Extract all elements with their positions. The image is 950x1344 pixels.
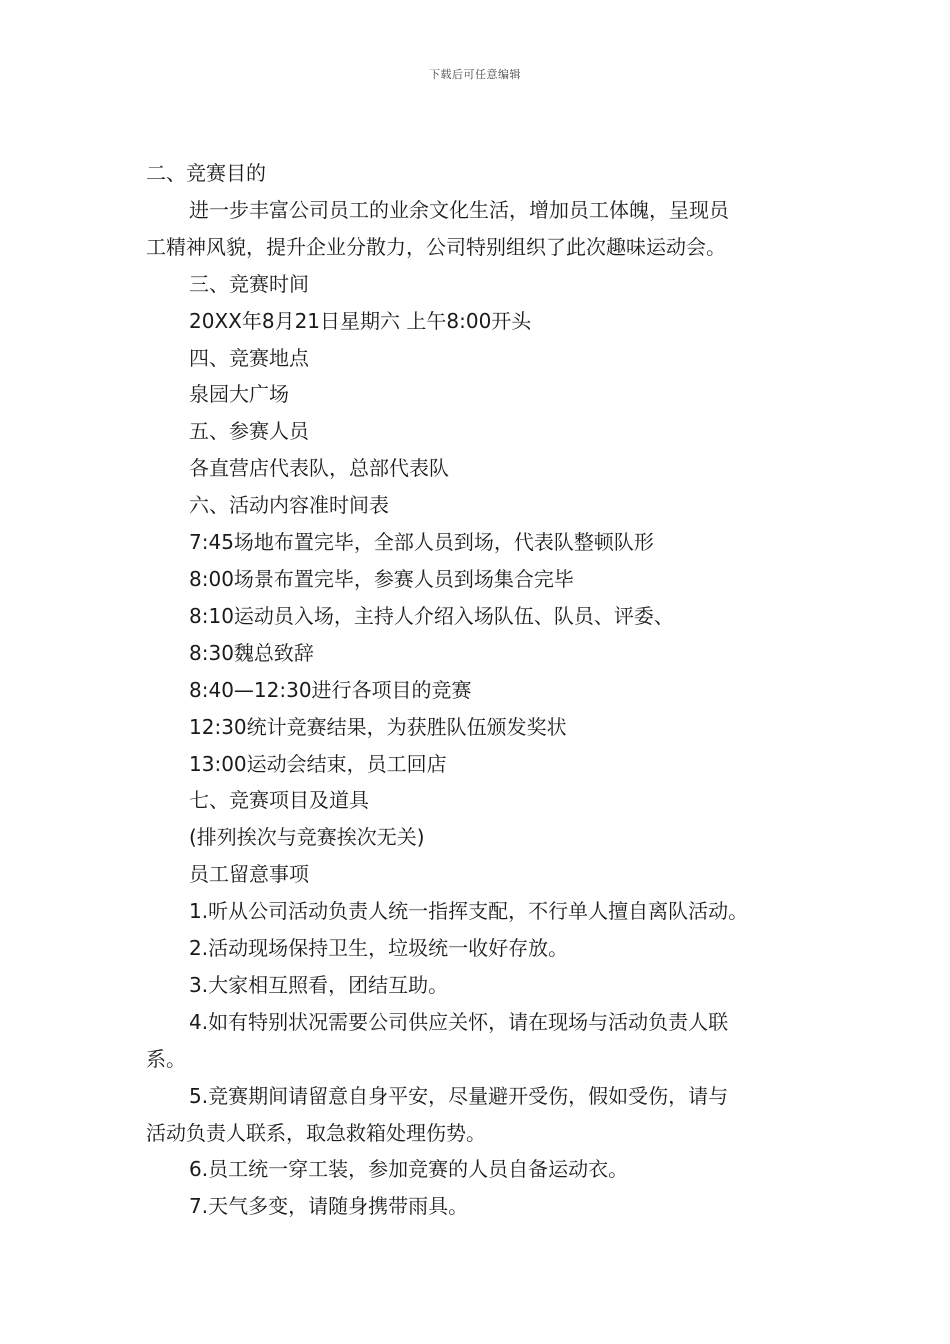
section-title-goal: 二、竞赛目的	[146, 161, 266, 185]
section-title-time: 三、竞赛时间	[189, 271, 309, 296]
section-title-location: 四、竞赛地点	[189, 345, 309, 370]
section-participants-text: 各直营店代表队，总部代表队	[189, 456, 449, 481]
section-title-participants: 五、参赛人员	[189, 419, 309, 444]
goal-paragraph-line-1: 进一步丰富公司员工的业余文化生活，增加员工体魄，呈现员	[189, 197, 729, 222]
section-events-note: (排列挨次与竞赛挨次无关)	[189, 825, 425, 850]
page-header: 下载后可任意编辑	[429, 68, 521, 81]
goal-paragraph-line-2: 工精神风貌，提升企业分散力，公司特别组织了此次趣味运动会。	[146, 234, 726, 259]
note-item-4	[146, 1004, 811, 1078]
note-item-7: 7.天气多变，请随身携带雨具。	[189, 1194, 469, 1219]
schedule-item: 8:00场景布置完毕，参赛人员到场集合完毕	[189, 566, 574, 591]
note-item-3: 3.大家相互照看，团结互助。	[189, 972, 449, 997]
note-4-line-2: 系。	[146, 1046, 186, 1071]
note-item-5	[146, 1078, 811, 1152]
schedule-item: 8:30魏总致辞	[189, 640, 314, 665]
schedule-item: 12:30统计竞赛结果，为获胜队伍颁发奖状	[189, 714, 567, 739]
note-item-6: 6.员工统一穿工装，参加竞赛的人员自备运动衣。	[189, 1157, 629, 1182]
note-item-1: 1.听从公司活动负责人统一指挥支配，不行单人擅自离队活动。	[189, 899, 749, 924]
note-4-line-1: 4.如有特别状况需要公司供应关怀，请在现场与活动负责人联	[189, 1009, 729, 1034]
notes-title: 员工留意事项	[189, 862, 309, 887]
section-location-text: 泉园大广场	[189, 382, 289, 407]
note-5-line-2: 活动负责人联系，取急救箱处理伤势。	[146, 1120, 486, 1145]
schedule-item: 13:00运动会结束，员工回店	[189, 751, 447, 776]
document-body	[146, 155, 811, 1225]
section-time-text: 20XX年8月21日星期六 上午8:00开头	[189, 308, 532, 333]
schedule-item: 8:40—12:30进行各项目的竞赛	[189, 677, 472, 702]
schedule-item: 8:10运动员入场，主持人介绍入场队伍、队员、评委、	[189, 603, 674, 628]
section-goal-paragraph	[146, 192, 811, 266]
note-5-line-1: 5.竞赛期间请留意自身平安，尽量避开受伤，假如受伤，请与	[189, 1083, 729, 1108]
schedule-item: 7:45场地布置完毕，全部人员到场，代表队整顿队形	[189, 530, 654, 555]
note-item-2: 2.活动现场保持卫生，垃圾统一收好存放。	[189, 936, 569, 961]
section-title-schedule: 六、活动内容准时间表	[189, 493, 389, 518]
section-title-events: 七、竞赛项目及道具	[189, 788, 369, 813]
